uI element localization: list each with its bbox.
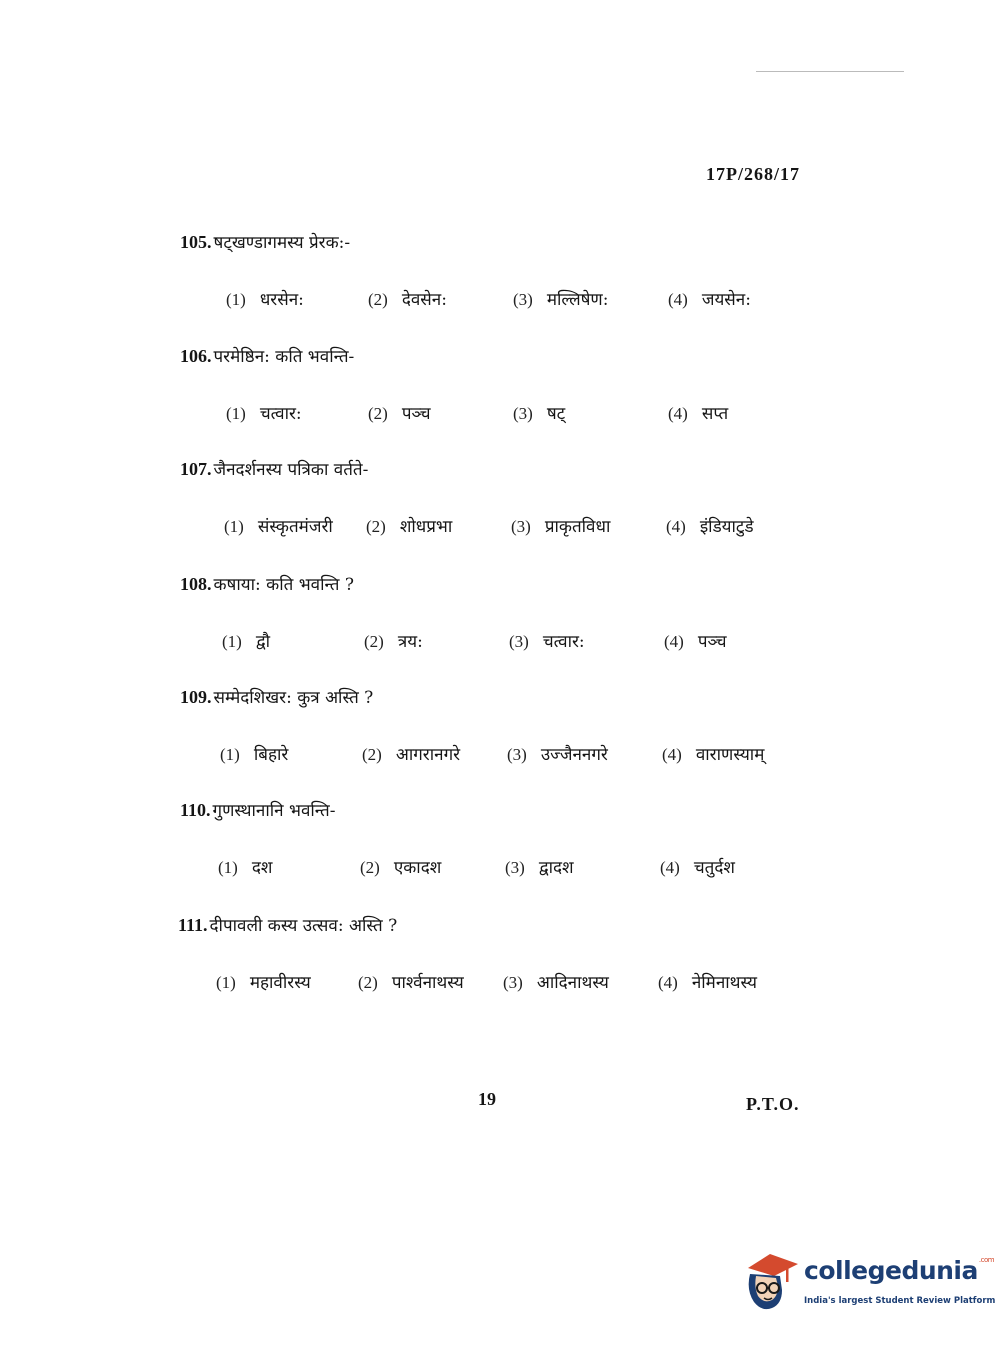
option-number: (1) bbox=[216, 973, 236, 992]
collegedunia-logo[interactable] bbox=[740, 1248, 996, 1320]
logo-wordmark bbox=[804, 1256, 994, 1285]
option-number: (3) bbox=[503, 973, 523, 992]
logo-tagline: India's largest Student Review Platform bbox=[804, 1296, 996, 1306]
option-number: (2) bbox=[364, 632, 384, 651]
question-text: सम्मेदशिखर: कुत्र अस्ति ? bbox=[213, 688, 374, 708]
question-105 bbox=[180, 229, 820, 315]
option-3[interactable] bbox=[505, 853, 574, 883]
option-number: (4) bbox=[668, 404, 688, 423]
question-111 bbox=[178, 912, 818, 998]
option-number: (2) bbox=[362, 745, 382, 764]
option-4[interactable] bbox=[666, 512, 754, 542]
page-number: 19 bbox=[478, 1089, 496, 1109]
logo-name: collegedunia bbox=[804, 1256, 978, 1285]
question-number: 106. bbox=[180, 346, 212, 366]
option-number: (2) bbox=[368, 404, 388, 423]
option-text: संस्कृतमंजरी bbox=[257, 517, 333, 537]
option-number: (4) bbox=[668, 290, 688, 309]
option-number: (1) bbox=[226, 404, 246, 423]
option-1[interactable] bbox=[226, 399, 302, 429]
option-1[interactable] bbox=[224, 512, 333, 542]
option-text: इंडियाटुडे bbox=[699, 517, 754, 537]
options bbox=[180, 512, 820, 542]
question-text: परमेष्ठिन: कति भवन्ति- bbox=[213, 347, 355, 367]
question-number: 108. bbox=[180, 574, 212, 594]
option-3[interactable] bbox=[509, 627, 585, 657]
options bbox=[180, 399, 820, 429]
option-number: (4) bbox=[666, 517, 686, 536]
option-1[interactable] bbox=[218, 853, 272, 883]
question-108 bbox=[180, 571, 820, 657]
question-title bbox=[180, 229, 820, 255]
option-text: वाराणस्याम् bbox=[695, 745, 765, 765]
option-number: (3) bbox=[507, 745, 527, 764]
option-number: (3) bbox=[505, 858, 525, 877]
logo-suffix: .com bbox=[978, 1256, 995, 1264]
option-4[interactable] bbox=[658, 968, 757, 998]
option-text: नेमिनाथस्य bbox=[691, 973, 758, 993]
mascot-icon bbox=[740, 1248, 802, 1314]
options bbox=[180, 853, 820, 883]
option-text: चत्वार: bbox=[259, 404, 302, 424]
question-number: 111. bbox=[178, 915, 208, 935]
option-number: (1) bbox=[222, 632, 242, 651]
option-3[interactable] bbox=[507, 740, 608, 770]
option-text: पञ्च bbox=[697, 632, 727, 652]
option-text: चत्वार: bbox=[542, 632, 585, 652]
option-2[interactable] bbox=[368, 399, 431, 429]
option-number: (1) bbox=[224, 517, 244, 536]
question-title bbox=[180, 343, 820, 369]
question-number: 105. bbox=[180, 232, 212, 252]
question-title bbox=[180, 684, 820, 710]
options bbox=[178, 968, 818, 998]
question-text: दीपावली कस्य उत्सव: अस्ति ? bbox=[209, 916, 398, 936]
question-text: जैनदर्शनस्य पत्रिका वर्तते- bbox=[213, 460, 369, 480]
option-4[interactable] bbox=[660, 853, 735, 883]
question-title bbox=[178, 912, 818, 938]
option-text: एकादश bbox=[393, 858, 442, 878]
option-4[interactable] bbox=[668, 285, 751, 315]
paper-code: 17P/268/17 bbox=[706, 164, 800, 184]
option-text: त्रय: bbox=[397, 632, 423, 652]
question-title bbox=[180, 571, 820, 597]
option-text: सप्त bbox=[701, 404, 729, 424]
option-1[interactable] bbox=[216, 968, 311, 998]
option-2[interactable] bbox=[360, 853, 441, 883]
question-110 bbox=[180, 797, 820, 883]
option-text: द्वौ bbox=[255, 632, 271, 652]
option-text: दश bbox=[251, 858, 273, 878]
option-2[interactable] bbox=[368, 285, 447, 315]
question-title bbox=[180, 456, 820, 482]
option-1[interactable] bbox=[222, 627, 270, 657]
option-number: (2) bbox=[368, 290, 388, 309]
option-text: उज्जैननगरे bbox=[540, 745, 608, 765]
option-4[interactable] bbox=[664, 627, 727, 657]
option-text: द्वादश bbox=[538, 858, 574, 878]
top-rule bbox=[756, 71, 904, 72]
option-text: पार्श्वनाथस्य bbox=[391, 973, 464, 993]
option-text: षट् bbox=[546, 404, 566, 424]
option-text: जयसेन: bbox=[701, 290, 751, 310]
option-text: आदिनाथस्य bbox=[536, 973, 609, 993]
question-106 bbox=[180, 343, 820, 429]
option-3[interactable] bbox=[513, 399, 565, 429]
question-text: षट्खण्डागमस्य प्रेरक:- bbox=[213, 233, 351, 253]
option-number: (4) bbox=[660, 858, 680, 877]
option-2[interactable] bbox=[362, 740, 460, 770]
options bbox=[180, 627, 820, 657]
option-4[interactable] bbox=[662, 740, 764, 770]
question-text: गुणस्थानानि भवन्ति- bbox=[212, 801, 336, 821]
option-number: (4) bbox=[662, 745, 682, 764]
option-text: शोधप्रभा bbox=[399, 517, 453, 537]
option-3[interactable] bbox=[503, 968, 609, 998]
question-text: कषाया: कति भवन्ति ? bbox=[213, 575, 354, 595]
question-number: 110. bbox=[180, 800, 211, 820]
option-number: (3) bbox=[513, 290, 533, 309]
option-number: (2) bbox=[358, 973, 378, 992]
option-text: मल्लिषेण: bbox=[546, 290, 609, 310]
option-3[interactable] bbox=[513, 285, 608, 315]
option-4[interactable] bbox=[668, 399, 728, 429]
option-number: (3) bbox=[513, 404, 533, 423]
option-1[interactable] bbox=[226, 285, 304, 315]
option-1[interactable] bbox=[220, 740, 288, 770]
option-2[interactable] bbox=[366, 512, 452, 542]
option-text: देवसेन: bbox=[401, 290, 447, 310]
option-text: महावीरस्य bbox=[249, 973, 311, 993]
option-text: बिहारे bbox=[253, 745, 289, 765]
option-text: आगरानगरे bbox=[395, 745, 461, 765]
option-text: प्राकृतविधा bbox=[544, 517, 611, 537]
option-2[interactable] bbox=[358, 968, 464, 998]
option-text: पञ्च bbox=[401, 404, 431, 424]
option-text: चतुर्दश bbox=[693, 858, 735, 878]
question-number: 109. bbox=[180, 687, 212, 707]
options bbox=[180, 285, 820, 315]
question-107 bbox=[180, 456, 820, 542]
option-number: (2) bbox=[366, 517, 386, 536]
question-109 bbox=[180, 684, 820, 770]
options bbox=[180, 740, 820, 770]
question-title bbox=[180, 797, 820, 823]
question-number: 107. bbox=[180, 459, 212, 479]
option-number: (1) bbox=[226, 290, 246, 309]
option-number: (3) bbox=[509, 632, 529, 651]
option-2[interactable] bbox=[364, 627, 423, 657]
option-number: (1) bbox=[220, 745, 240, 764]
option-number: (1) bbox=[218, 858, 238, 877]
option-3[interactable] bbox=[511, 512, 610, 542]
pto-label: P.T.O. bbox=[746, 1094, 800, 1114]
option-number: (4) bbox=[658, 973, 678, 992]
option-number: (4) bbox=[664, 632, 684, 651]
option-number: (3) bbox=[511, 517, 531, 536]
option-text: धरसेन: bbox=[259, 290, 304, 310]
option-number: (2) bbox=[360, 858, 380, 877]
